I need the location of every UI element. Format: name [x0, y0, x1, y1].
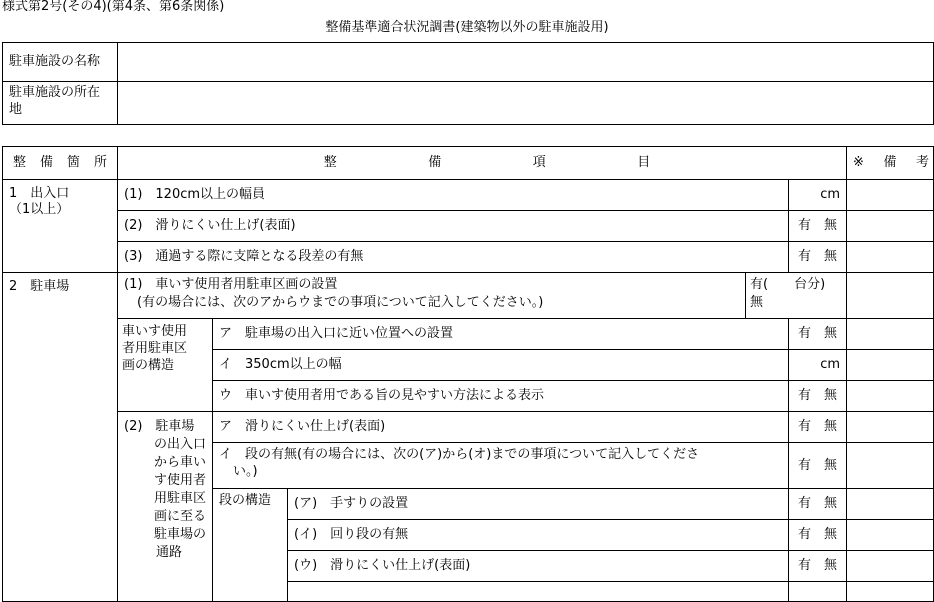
- s2-step-label: 段の構造: [213, 489, 288, 602]
- s2-route-row1-remarks[interactable]: [847, 412, 934, 443]
- s2-struct-row3-remarks[interactable]: [847, 381, 934, 412]
- s2-step-row4-remarks[interactable]: [847, 582, 934, 602]
- s1-row1-remarks[interactable]: [847, 180, 934, 211]
- s2-step-row3-value[interactable]: 有 無: [789, 551, 847, 582]
- facility-name-label: 駐車施設の名称: [3, 43, 118, 82]
- s2-struct-row1-text: ア 駐車場の出入口に近い位置への設置: [213, 319, 789, 350]
- section1-label: 1 出入口 （1以上）: [3, 180, 118, 273]
- facility-location-field[interactable]: [118, 82, 934, 125]
- s2-route-row1-value[interactable]: 有 無: [789, 412, 847, 443]
- s2-step-row4-value[interactable]: [789, 582, 847, 602]
- s2-step-row2-text: (イ) 回り段の有無: [288, 520, 789, 551]
- s2-struct-row1-remarks[interactable]: [847, 319, 934, 350]
- s2-step-row1-remarks[interactable]: [847, 489, 934, 520]
- facility-table: [2, 42, 934, 125]
- s1-row3-text: (3) 通過する際に支障となる段差の有無: [118, 242, 789, 273]
- s1-row3-value[interactable]: 有 無: [789, 242, 847, 273]
- s2-struct-row2-value[interactable]: cm: [789, 350, 847, 381]
- s2-struct-row3-text: ウ 車いす使用者用である旨の見やすい方法による表示: [213, 381, 789, 412]
- s2-route-row2-text: イ 段の有無(有の場合には、次の(ア)から(オ)までの事項について記入してくださ い。): [213, 443, 789, 489]
- s2-step-row3-text: (ウ) 滑りにくい仕上げ(表面): [288, 551, 789, 582]
- form-number: 様式第2号(その4)(第4条、第6条関係): [2, 0, 225, 14]
- s1-row2-text: (2) 滑りにくい仕上げ(表面): [118, 211, 789, 242]
- s2-row1-value[interactable]: 有( 台分) 無: [746, 273, 847, 319]
- s1-row1-text: (1) 120cm以上の幅員: [118, 180, 789, 211]
- main-table: [2, 146, 934, 602]
- s2-step-row1-text: (ア) 手すりの設置: [288, 489, 789, 520]
- section2-label: 2 駐車場: [3, 273, 118, 602]
- s2-row1-remarks[interactable]: [847, 273, 934, 319]
- s2-step-row1-value[interactable]: 有 無: [789, 489, 847, 520]
- document-title: 整備基準適合状況調書(建築物以外の駐車施設用): [325, 20, 609, 35]
- header-item: 整 備 項 目: [118, 147, 847, 180]
- s2-route-row1-text: ア 滑りにくい仕上げ(表面): [213, 412, 789, 443]
- s2-route-label: (2) 駐車場 の出入口 から車い す使用者 用駐車区 画に至る 駐車場の 通路: [118, 412, 213, 602]
- s2-struct-row3-value[interactable]: 有 無: [789, 381, 847, 412]
- s1-row2-remarks[interactable]: [847, 211, 934, 242]
- s2-struct-row1-value[interactable]: 有 無: [789, 319, 847, 350]
- header-remarks: ※ 備 考: [847, 147, 934, 180]
- facility-location-label: 駐車施設の所在 地: [3, 82, 118, 125]
- s1-row3-remarks[interactable]: [847, 242, 934, 273]
- s2-step-row4-text: [288, 582, 789, 602]
- s2-step-row2-value[interactable]: 有 無: [789, 520, 847, 551]
- s2-route-row2-value[interactable]: 有 無: [789, 443, 847, 489]
- s2-route-row2-remarks[interactable]: [847, 443, 934, 489]
- s2-structure-label: 車いす使用 者用駐車区 画の構造: [118, 319, 213, 412]
- s1-row2-value[interactable]: 有 無: [789, 211, 847, 242]
- header-place: 整 備 箇 所: [3, 147, 118, 180]
- s2-step-row2-remarks[interactable]: [847, 520, 934, 551]
- s2-row1-text: (1) 車いす使用者用駐車区画の設置 (有の場合には、次のアからウまでの事項について記入してください。): [118, 273, 746, 319]
- facility-name-field[interactable]: [118, 43, 934, 82]
- s1-row1-value[interactable]: cm: [789, 180, 847, 211]
- s2-struct-row2-text: イ 350cm以上の幅: [213, 350, 789, 381]
- s2-struct-row2-remarks[interactable]: [847, 350, 934, 381]
